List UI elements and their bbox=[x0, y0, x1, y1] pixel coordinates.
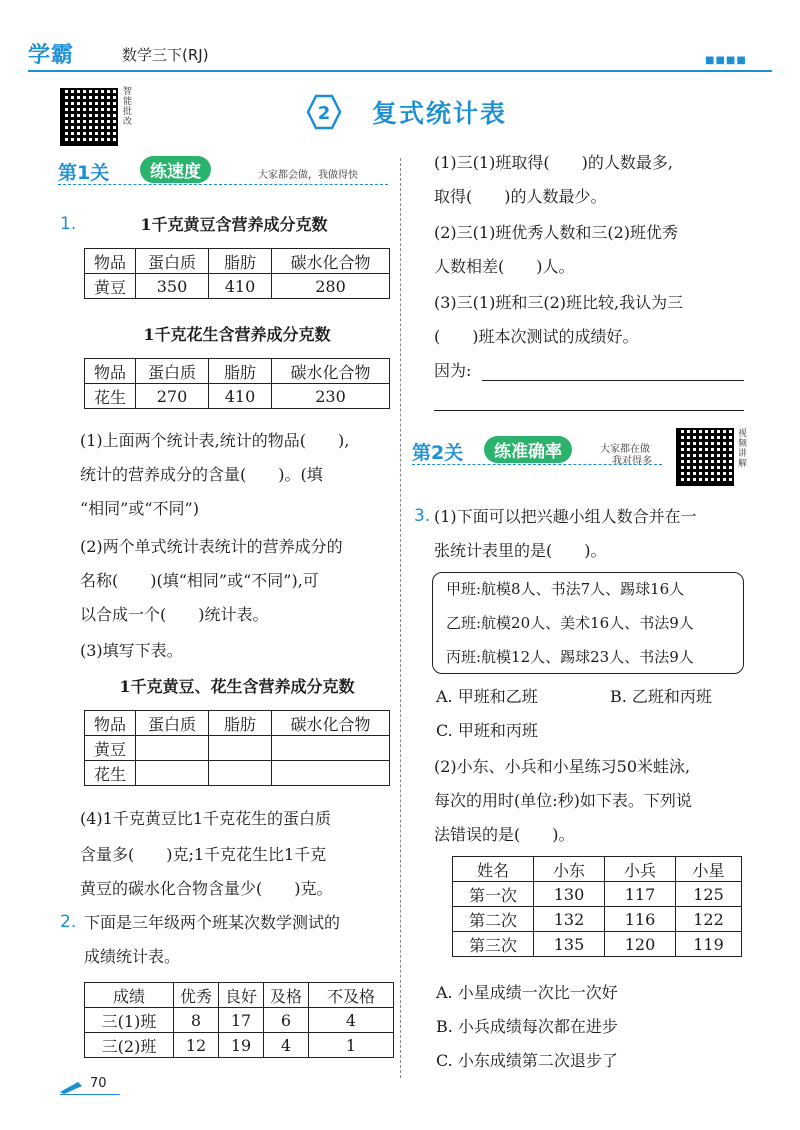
table-cell: 三(1)班 bbox=[85, 1008, 174, 1033]
level1-title: 第1关 bbox=[58, 162, 110, 184]
table-header: 物品 bbox=[85, 359, 136, 384]
table-cell: 19 bbox=[219, 1033, 264, 1058]
answer-cell[interactable] bbox=[209, 761, 272, 786]
table-cell: 4 bbox=[309, 1008, 394, 1033]
answer-cell[interactable] bbox=[136, 761, 209, 786]
table-header-row bbox=[85, 711, 390, 736]
table-cell: 410 bbox=[209, 274, 272, 299]
q1-part4-line1: (4)1千克黄豆比1千克花生的蛋白质 bbox=[80, 809, 332, 828]
q1-part2-line1: (2)两个单式统计表统计的营养成分的 bbox=[80, 537, 343, 556]
table-cell: 12 bbox=[174, 1033, 219, 1058]
table-header-row bbox=[85, 983, 394, 1008]
box-line: 丙班:航模12人、踢球23人、书法9人 bbox=[446, 648, 694, 666]
q3-part2-line2: 每次的用时(单位:秒)如下表。下列说 bbox=[434, 791, 692, 810]
table-cell: 280 bbox=[272, 274, 390, 299]
level2-note-1: 大家都在做 bbox=[600, 444, 650, 455]
table-cell: 116 bbox=[605, 907, 676, 932]
table-cell: 117 bbox=[605, 882, 676, 907]
table-cell: 122 bbox=[676, 907, 742, 932]
table-cell: 第二次 bbox=[453, 907, 534, 932]
box-line: 乙班:航模20人、美术16人、书法9人 bbox=[446, 614, 694, 632]
table-cell: 花生 bbox=[85, 761, 136, 786]
q3-part1-line2: 张统计表里的是( )。 bbox=[434, 541, 607, 560]
q2-text-line1: 下面是三年级两个班某次数学测试的 bbox=[84, 913, 341, 932]
table-cell: 4 bbox=[264, 1033, 309, 1058]
table-cell: 花生 bbox=[85, 384, 136, 409]
page-number-rule bbox=[60, 1094, 120, 1095]
q1-part3: (3)填写下表。 bbox=[80, 641, 183, 660]
q1-table3-caption: 1千克黄豆、花生含营养成分克数 bbox=[119, 677, 355, 696]
table-cell: 125 bbox=[676, 882, 742, 907]
table-header: 脂肪 bbox=[209, 249, 272, 274]
table-header: 物品 bbox=[85, 249, 136, 274]
table-header: 优秀 bbox=[174, 983, 219, 1008]
table-header: 脂肪 bbox=[209, 711, 272, 736]
table-row bbox=[85, 1033, 394, 1058]
brand-name: 学霸 bbox=[28, 43, 75, 68]
table-row bbox=[453, 907, 742, 932]
level2-title: 第2关 bbox=[412, 442, 464, 464]
q1-part2-line2: 名称( )(填“相同”或“不同”),可 bbox=[80, 571, 319, 590]
answer-line[interactable] bbox=[482, 380, 744, 381]
table-header: 姓名 bbox=[453, 857, 534, 882]
q1-part1-line3: “相同”或“不同”) bbox=[80, 499, 199, 518]
q1-part4-line3: 黄豆的碳水化合物含量少( )克。 bbox=[80, 879, 333, 898]
score-table bbox=[84, 982, 394, 1058]
table-cell: 黄豆 bbox=[85, 736, 136, 761]
table-row bbox=[85, 761, 390, 786]
table-cell: 230 bbox=[272, 384, 390, 409]
table-cell: 8 bbox=[174, 1008, 219, 1033]
q3-part2-line1: (2)小东、小兵和小星练习50米蛙泳, bbox=[434, 757, 691, 776]
table-cell: 黄豆 bbox=[85, 274, 136, 299]
level1-tag: 练速度 bbox=[140, 156, 211, 183]
q2-sub3-line1: (3)三(1)班和三(2)班比较,我认为三 bbox=[434, 293, 684, 312]
table-cell: 120 bbox=[605, 932, 676, 957]
table-header: 及格 bbox=[264, 983, 309, 1008]
table-cell: 三(2)班 bbox=[85, 1033, 174, 1058]
answer-cell[interactable] bbox=[209, 736, 272, 761]
q2-number: 2. bbox=[60, 912, 77, 932]
lesson-number: 2 bbox=[317, 103, 331, 124]
table-header: 小兵 bbox=[605, 857, 676, 882]
table-header: 小星 bbox=[676, 857, 742, 882]
qr-left-label: 智能批改 bbox=[121, 86, 131, 126]
table-cell: 135 bbox=[534, 932, 605, 957]
table-header: 碳水化合物 bbox=[272, 249, 390, 274]
level1-note: 大家都会做，我做得快 bbox=[258, 170, 358, 181]
qr-code-icon[interactable] bbox=[60, 88, 118, 146]
table-header: 碳水化合物 bbox=[272, 359, 390, 384]
table-header: 良好 bbox=[219, 983, 264, 1008]
q1-part1-line1: (1)上面两个统计表,统计的物品( ), bbox=[80, 431, 350, 450]
header-rule bbox=[28, 70, 772, 72]
table-row bbox=[85, 274, 390, 299]
table-row bbox=[453, 932, 742, 957]
level2-underline bbox=[412, 464, 662, 466]
table-header-row bbox=[85, 249, 390, 274]
table-cell: 6 bbox=[264, 1008, 309, 1033]
table-cell: 第三次 bbox=[453, 932, 534, 957]
q1-table1-caption: 1千克黄豆含营养成分克数 bbox=[140, 215, 328, 234]
q2-sub2-line1: (2)三(1)班优秀人数和三(2)班优秀 bbox=[434, 223, 678, 242]
column-divider bbox=[400, 158, 401, 1078]
answer-line[interactable] bbox=[434, 410, 744, 411]
q3-option-a2[interactable]: A. 小星成绩一次比一次好 bbox=[436, 983, 618, 1002]
q3-option-b[interactable]: B. 乙班和丙班 bbox=[610, 687, 712, 706]
table-row bbox=[85, 384, 390, 409]
q2-text-line2: 成绩统计表。 bbox=[84, 947, 181, 966]
q1-part4-line2: 含量多( )克;1千克花生比1千克 bbox=[80, 845, 327, 864]
q3-option-a[interactable]: A. 甲班和乙班 bbox=[436, 687, 538, 706]
q1-part2-line3: 以合成一个( )统计表。 bbox=[80, 605, 269, 624]
q3-option-b2[interactable]: B. 小兵成绩每次都在进步 bbox=[436, 1017, 618, 1036]
table-row bbox=[85, 1008, 394, 1033]
lesson-number-badge bbox=[300, 92, 348, 132]
swim-time-table bbox=[452, 856, 742, 957]
answer-cell[interactable] bbox=[272, 761, 390, 786]
table-cell: 第一次 bbox=[453, 882, 534, 907]
qr-code-icon[interactable] bbox=[676, 428, 734, 486]
table-header: 蛋白质 bbox=[136, 249, 209, 274]
soybean-table bbox=[84, 248, 390, 299]
q2-reason-label: 因为: bbox=[434, 361, 472, 380]
table-row bbox=[453, 882, 742, 907]
q3-part2-line3: 法错误的是( )。 bbox=[434, 825, 575, 844]
peanut-table bbox=[84, 358, 390, 409]
table-header: 物品 bbox=[85, 711, 136, 736]
q2-sub1-line2: 取得( )的人数最少。 bbox=[434, 187, 607, 206]
q2-sub1-line1: (1)三(1)班取得( )的人数最多, bbox=[434, 153, 673, 172]
table-cell: 132 bbox=[534, 907, 605, 932]
combined-table bbox=[84, 710, 390, 786]
q3-option-c2[interactable]: C. 小东成绩第二次退步了 bbox=[436, 1051, 618, 1070]
table-cell: 119 bbox=[676, 932, 742, 957]
header-dots-decoration: ■■■■ bbox=[705, 55, 747, 66]
box-line: 甲班:航模8人、书法7人、踢球16人 bbox=[446, 580, 685, 598]
table-cell: 270 bbox=[136, 384, 209, 409]
answer-cell[interactable] bbox=[272, 736, 390, 761]
table-header: 蛋白质 bbox=[136, 359, 209, 384]
q1-part1-line2: 统计的营养成分的含量( )。(填 bbox=[80, 465, 323, 484]
level2-note-2: 我对得多 bbox=[612, 456, 652, 467]
table-header: 蛋白质 bbox=[136, 711, 209, 736]
q2-sub2-line2: 人数相差( )人。 bbox=[434, 257, 575, 276]
q3-option-c[interactable]: C. 甲班和丙班 bbox=[436, 721, 538, 740]
pencil-icon bbox=[60, 1080, 84, 1094]
table-header-row bbox=[85, 359, 390, 384]
lesson-title: 复式统计表 bbox=[372, 99, 508, 128]
level1-underline bbox=[58, 184, 388, 186]
table-header: 成绩 bbox=[85, 983, 174, 1008]
brand-logo bbox=[28, 38, 122, 66]
table-header-row bbox=[453, 857, 742, 882]
table-cell: 410 bbox=[209, 384, 272, 409]
table-header: 脂肪 bbox=[209, 359, 272, 384]
table-header: 小东 bbox=[534, 857, 605, 882]
table-cell: 130 bbox=[534, 882, 605, 907]
table-cell: 350 bbox=[136, 274, 209, 299]
table-cell: 17 bbox=[219, 1008, 264, 1033]
page-number: 70 bbox=[90, 1076, 107, 1091]
table-header: 碳水化合物 bbox=[272, 711, 390, 736]
q3-number: 3. bbox=[414, 506, 431, 526]
qr-right-label: 视频讲解 bbox=[736, 428, 746, 468]
table-header: 不及格 bbox=[309, 983, 394, 1008]
table-cell: 1 bbox=[309, 1033, 394, 1058]
table-row bbox=[85, 736, 390, 761]
level2-tag: 练准确率 bbox=[484, 436, 572, 463]
q1-table2-caption: 1千克花生含营养成分克数 bbox=[143, 325, 331, 344]
q3-part1-line1: (1)下面可以把兴趣小组人数合并在一 bbox=[434, 507, 697, 526]
answer-cell[interactable] bbox=[136, 736, 209, 761]
book-subject: 数学三下(RJ) bbox=[122, 46, 209, 64]
q1-number: 1. bbox=[60, 214, 77, 234]
q2-sub3-line2: ( )班本次测试的成绩好。 bbox=[434, 327, 639, 346]
